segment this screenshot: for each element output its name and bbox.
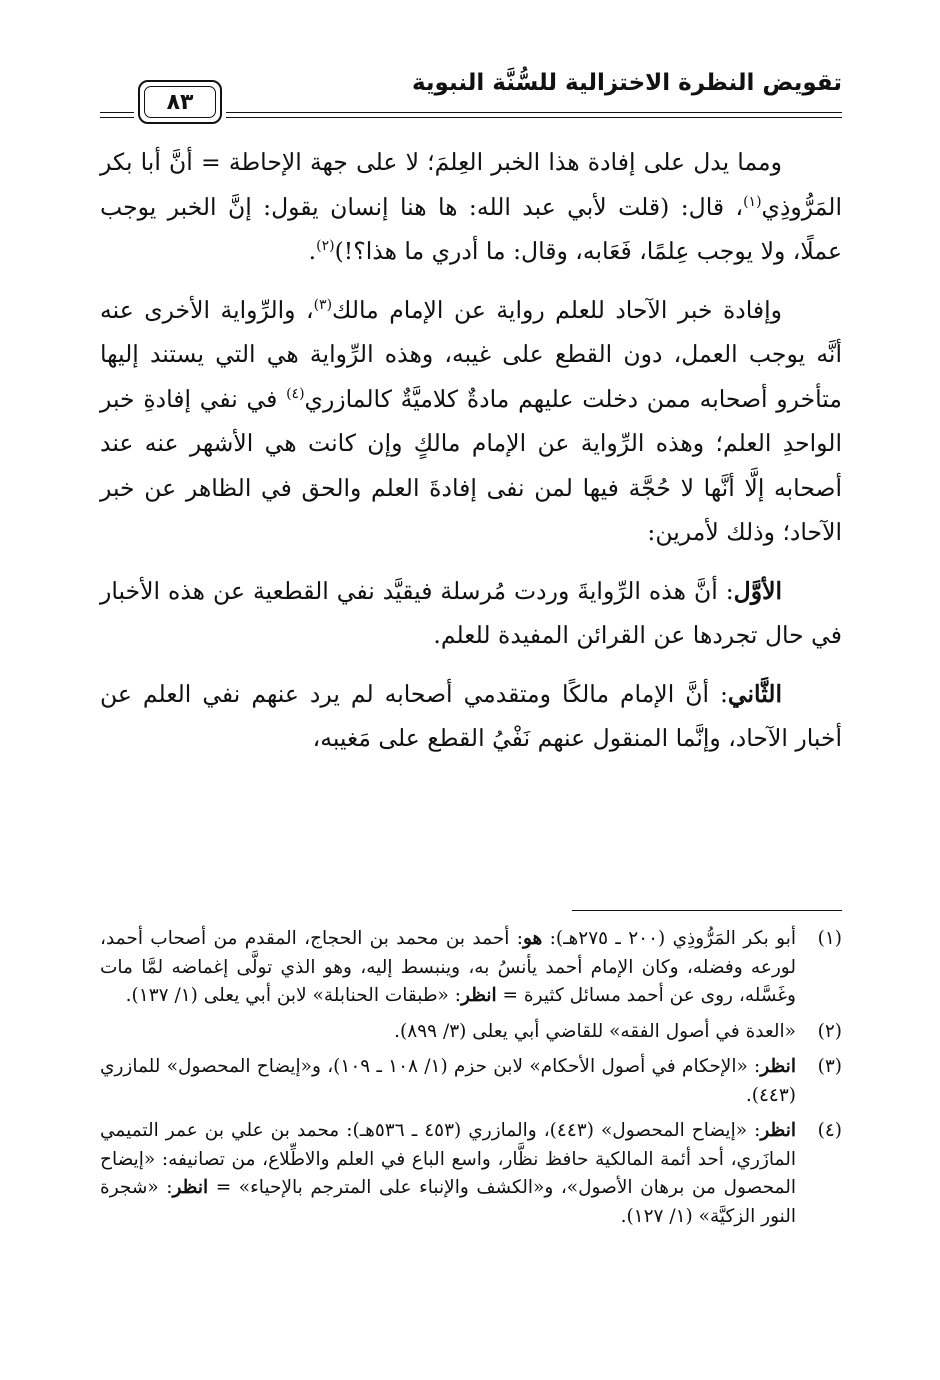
page-number-frame (138, 80, 222, 124)
footnote-ref-4: (٤) (286, 385, 305, 402)
footnote-separator (572, 910, 842, 911)
footnote-3: (٣) انظر: «الإحكام في أصول الأحكام» لابن حزم (١/ ١٠٨ ـ ١٠٩)، و«إيضاح المحصول» للمازري (٤٤٣). (100, 1056, 842, 1106)
main-text (100, 140, 842, 761)
footnote-2: (٢) «العدة في أصول الفقه» للقاضي أبي يعلى (٣/ ٨٩٩). (394, 1020, 842, 1042)
running-title: تقويض النظرة الاختزالية للسُّنَّة النبوية (411, 70, 842, 96)
paragraph-first-reason: الأوَّل: أنَّ هذه الرِّوايةَ وردت مُرسلة فيقيَّد نفي القطعية عن هذه الأخبار في حال تجردها عن القرائن المفيدة للعلم. (100, 576, 842, 649)
paragraph-2: وإفادة خبر الآحاد للعلم رواية عن الإمام مالك$^{(٣)}$، والرِّواية الأخرى عنه أنَّه يوجب العمل، دون القطع على غيبه، وهذه الرِّواية هي التي يستند إليها متأخرو أصحابه ممن دخلت عليهم مادةٌ كلاميَّةٌ كالمازري$^{(٤)}$ في نفي إفادةِ خبر الواحدِ العلم؛ وهذه الرِّواية عن الإمام مالكٍ وإن كانت هي الأشهر عنه عند أصحابه إلَّا أنَّها لا حُجَّة فيها لمن نفى إفادةَ العلم والحق في الظاهر عن خبر الآحاد؛ وذلك لأمرين: (100, 295, 842, 546)
footnotes (100, 925, 842, 1238)
header-rule (226, 112, 842, 113)
header-rule (100, 112, 134, 113)
paragraph-second-reason: الثَّاني: أنَّ الإمام مالكًا ومتقدمي أصحابه لم يرد عنهم نفي العلم عن أخبار الآحاد، وإنَّما المنقول عنهم نَفْيُ القطع على مَغيبه، (100, 679, 842, 752)
page-header (100, 62, 842, 132)
header-rule (100, 117, 134, 118)
footnote-1: (١) أبو بكر المَرُّوذِي (٢٠٠ ـ ٢٧٥هـ): هو: أحمد بن محمد بن الحجاج، المقدم من أصحاب أحمد، لورعه وفضله، وكان الإمام أحمد يأنسُ به، وينبسط إليه، وهو الذي تولَّى إغماضه لمَّا مات وغَسَّله، روى عن أحمد مسائل كثيرة = انظر: «طبقات الحنابلة» لابن أبي يعلى (١/ ١٣٧). (100, 928, 842, 1006)
footnote-ref-2: (٢) (316, 238, 335, 255)
header-rule (226, 117, 842, 118)
page-number: ٨٣ (144, 86, 216, 118)
footnote-4: (٤) انظر: «إيضاح المحصول» (٤٤٣)، والمازري (٤٥٣ ـ ٥٣٦هـ): محمد بن علي بن عمر التميمي المازَري، أحد أئمة المالكية حافظ نظَّار، واسع الباع في العلم والاطِّلاع، من تصانيفه: «إيضاح المحصول من برهان الأصول»، و«الكشف والإنباء على المترجم بالإحياء» = انظر: «شجرة النور الزكيَّة» (١/ ١٢٧). (100, 1120, 842, 1227)
reason-label-first: الأوَّل (733, 576, 782, 605)
footnote-ref-1: (١) (743, 193, 762, 210)
paragraph-1: ومما يدل على إفادة هذا الخبر العِلمَ؛ لا على جهة الإحاطة = أنَّ أبا بكر المَرُّوذِي$^{(١)}$، قال: (قلت لأبي عبد الله: ها هنا إنسان يقول: إنَّ الخبر يوجب عملًا، ولا يوجب عِلمًا، فَعَابه، وقال: ما أدري ما هذا؟!)$^{(٢)}$. (100, 148, 842, 265)
reason-label-second: الثَّاني (727, 679, 782, 708)
footnote-ref-3: (٣) (313, 296, 333, 313)
